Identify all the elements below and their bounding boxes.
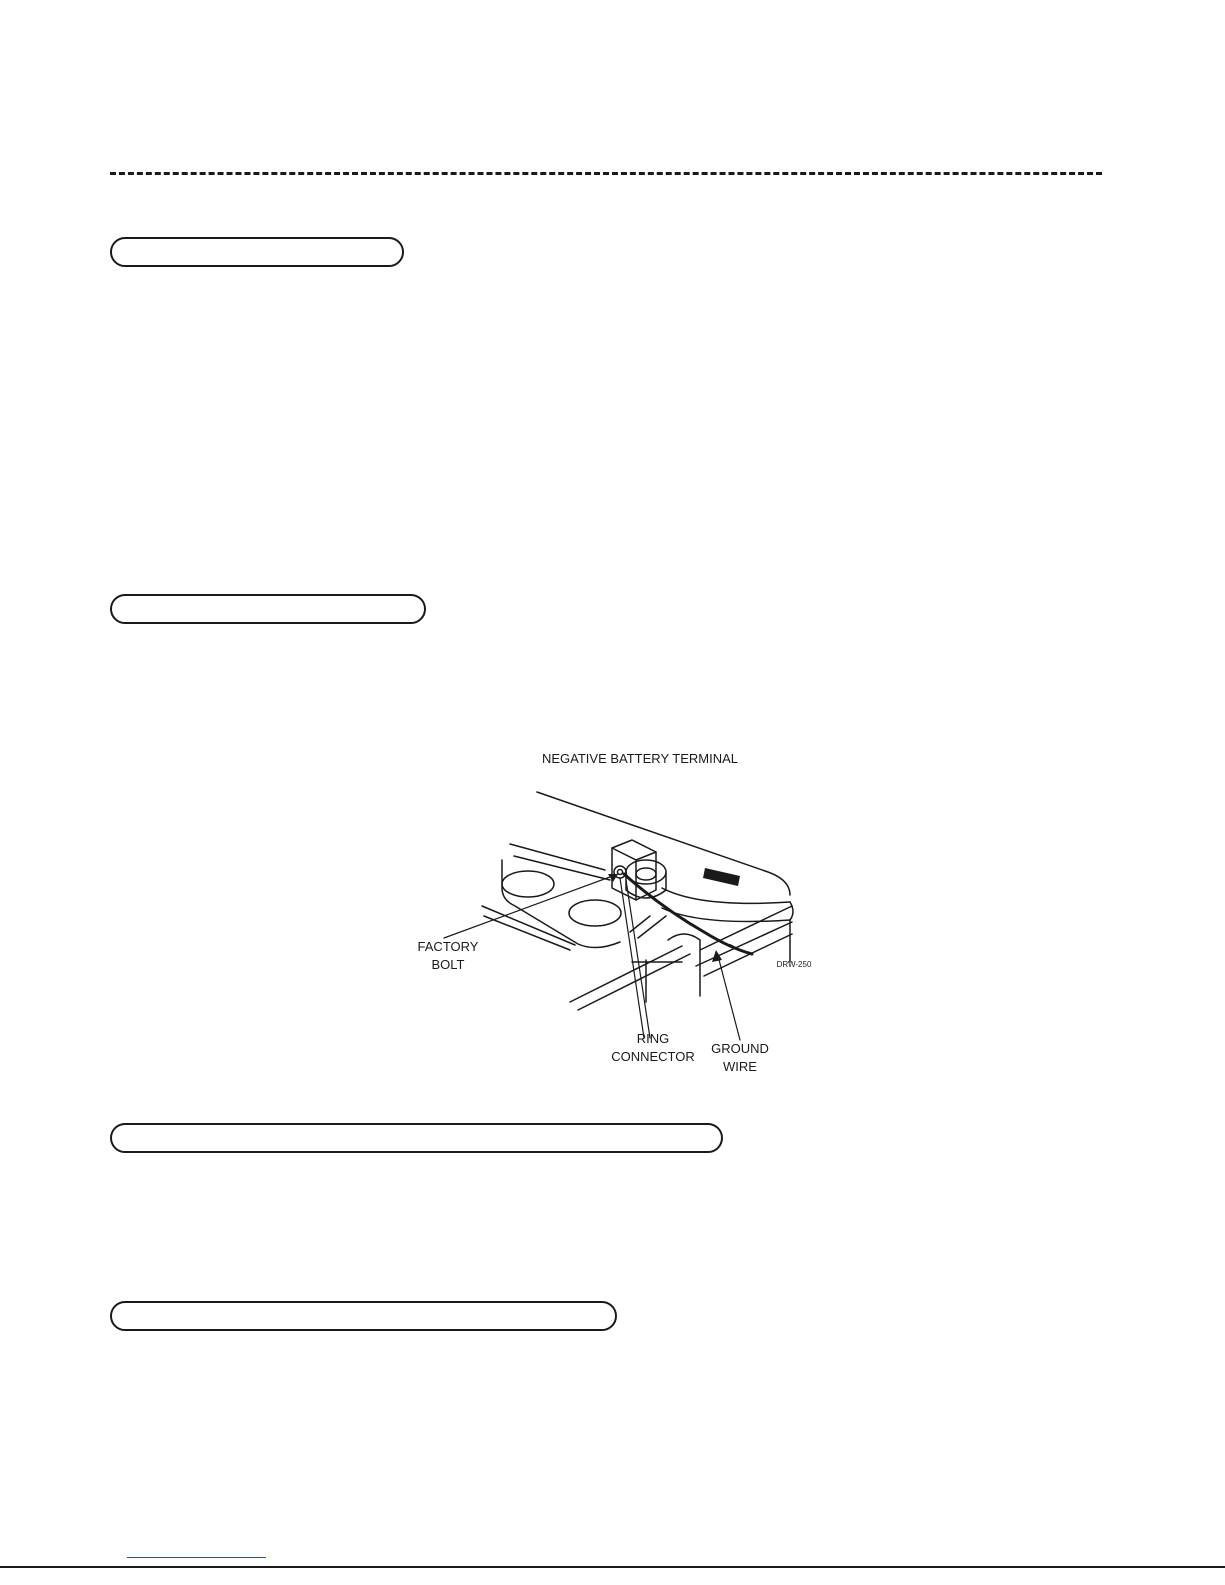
battery-terminal-figure	[400, 740, 840, 1090]
footer-link-underline[interactable]	[127, 1557, 266, 1558]
section-header-box-2	[110, 594, 426, 624]
section-header-box-1	[110, 237, 404, 267]
ring-connector-label: RING CONNECTOR	[611, 1031, 695, 1064]
dashed-divider	[110, 172, 1102, 175]
ground-wire-label: GROUND WIRE	[711, 1041, 769, 1074]
bottom-rule	[0, 1566, 1225, 1568]
factory-bolt-label: FACTORY BOLT	[417, 939, 479, 972]
section-header-box-3	[110, 1123, 723, 1153]
drawing-code-label: DRW-250	[776, 960, 812, 969]
section-header-box-4	[110, 1301, 617, 1331]
figure-title: NEGATIVE BATTERY TERMINAL	[541, 751, 738, 766]
